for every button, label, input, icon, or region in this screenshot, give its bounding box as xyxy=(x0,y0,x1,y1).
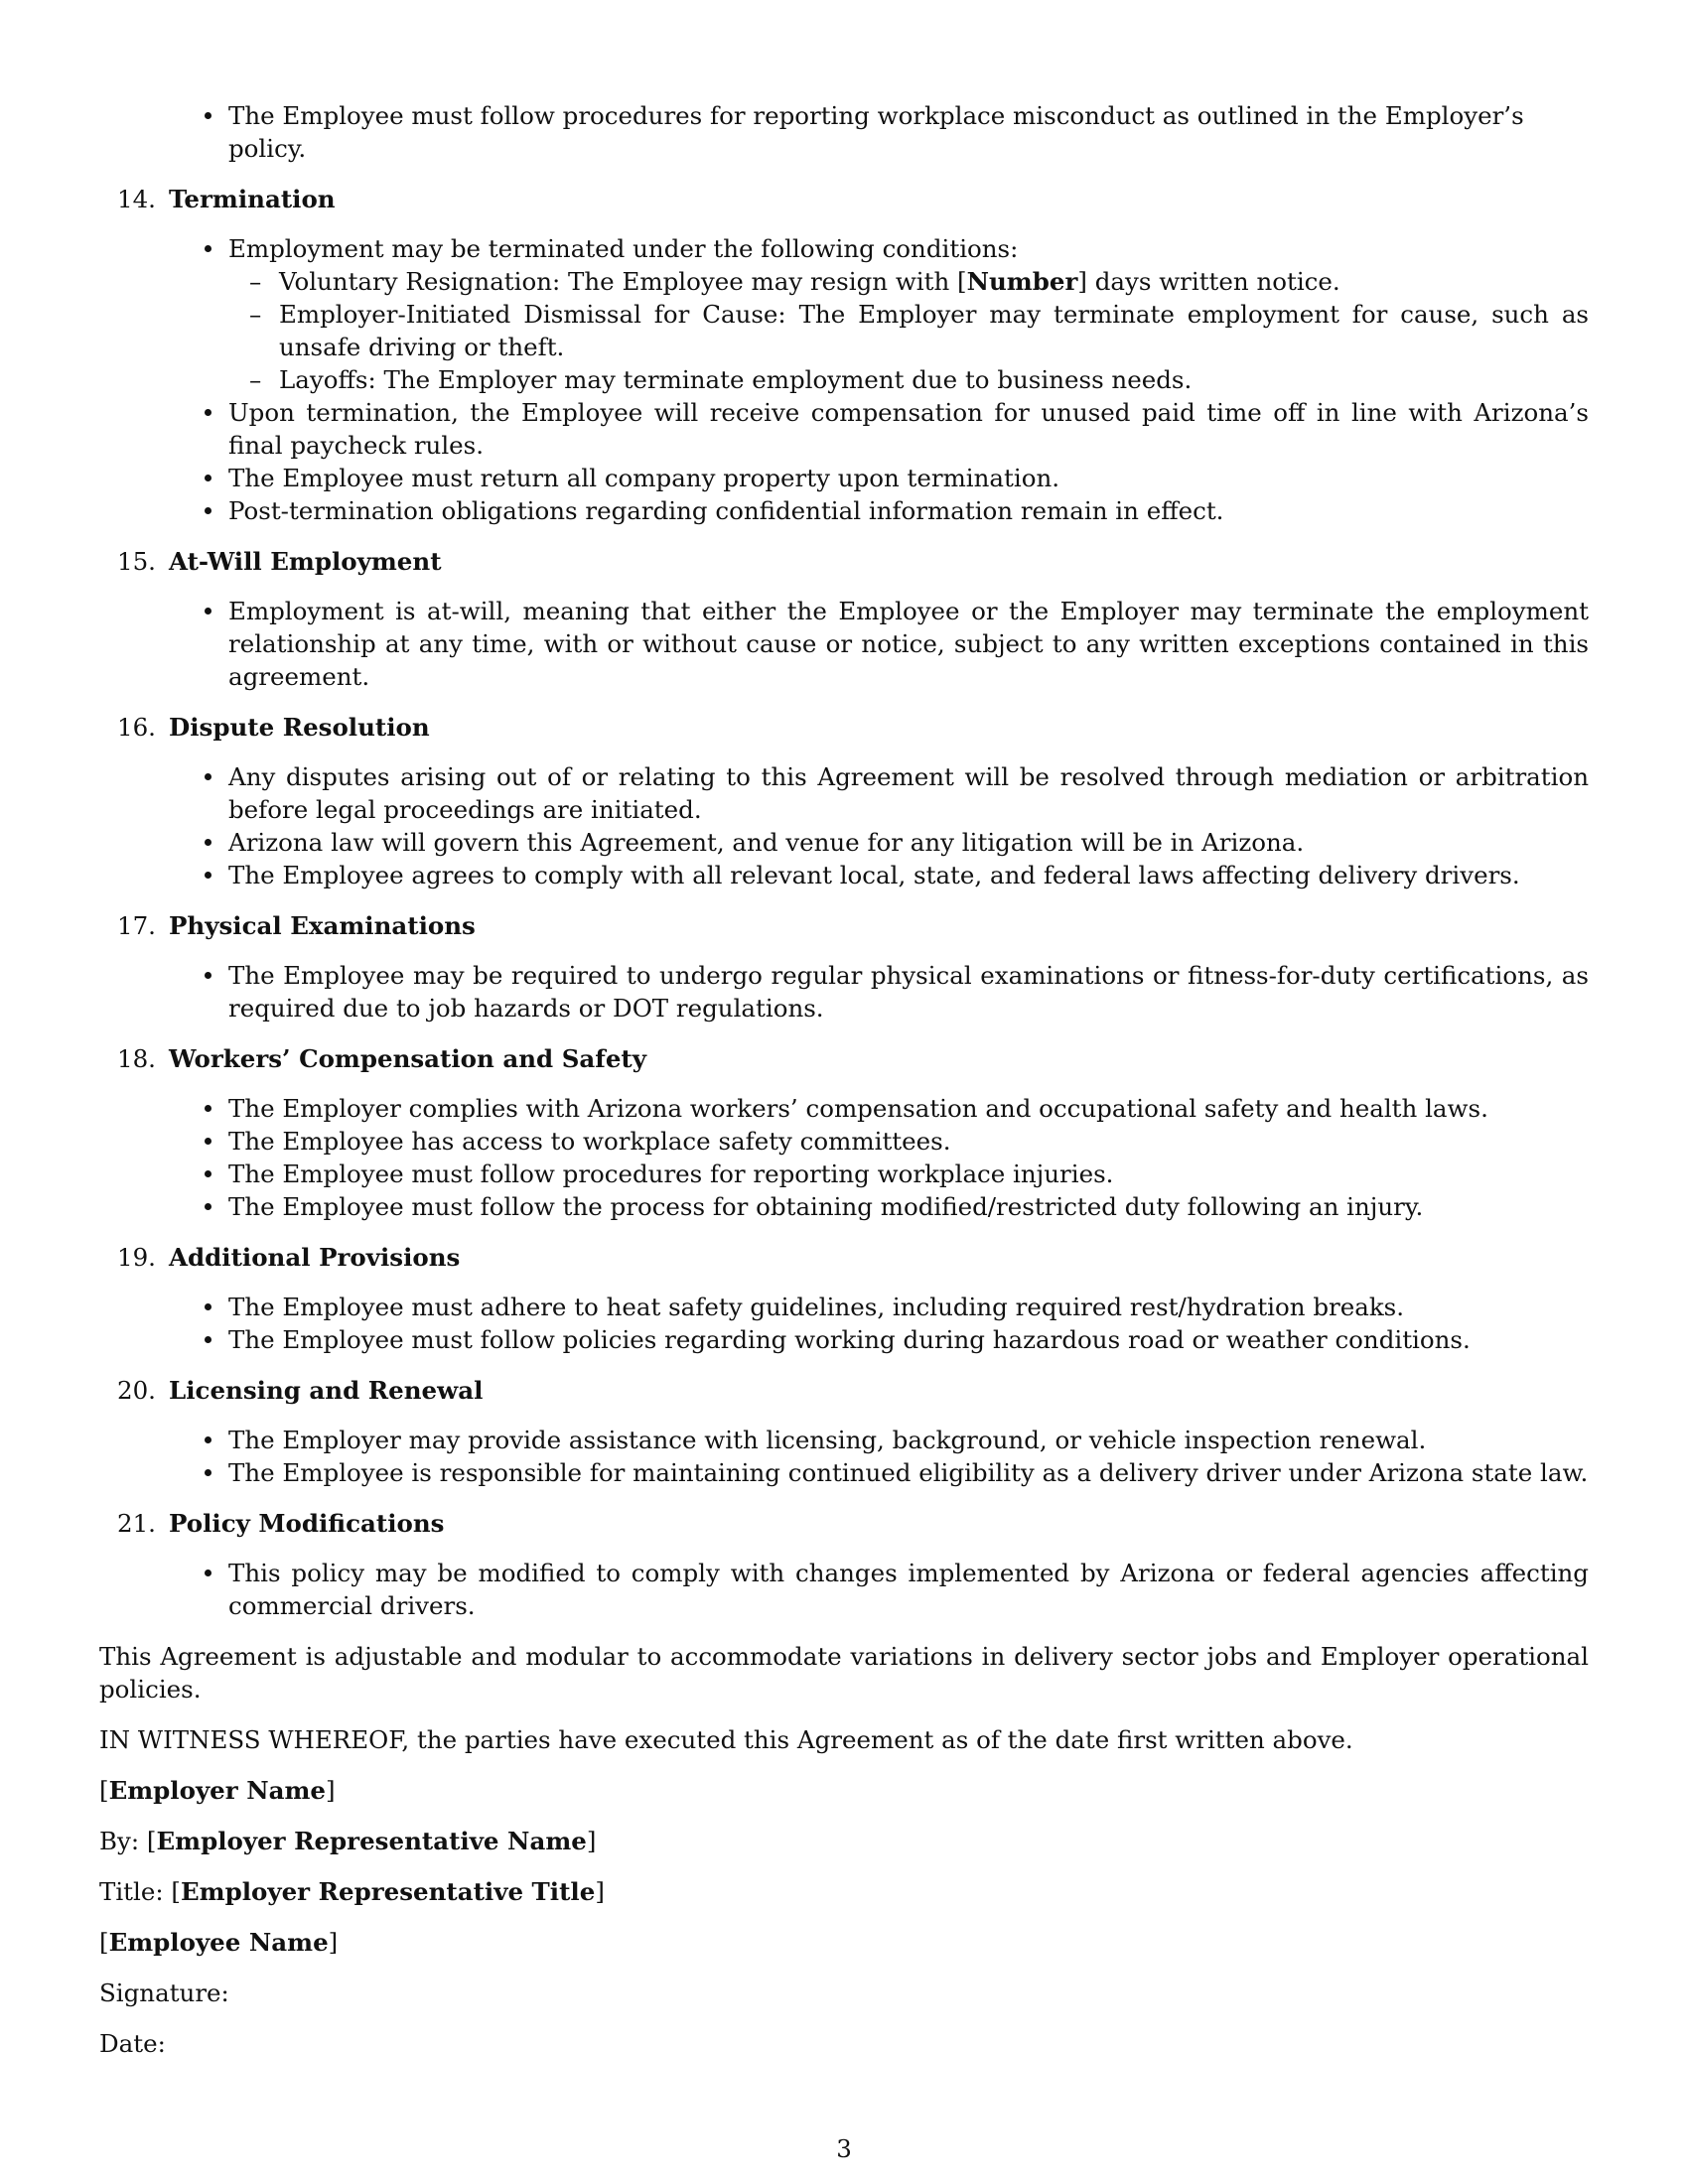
bullet-list xyxy=(99,1557,1589,1622)
list-item-text: The Employer may provide assistance with licensing, background, or vehicle inspection renewal. xyxy=(228,1426,1427,1454)
section xyxy=(99,711,1589,891)
section-title: At-Will Employment xyxy=(169,547,442,576)
section-title: Licensing and Renewal xyxy=(169,1376,484,1405)
list-item-text: The Employee must follow policies regarding working during hazardous road or weather conditions. xyxy=(228,1325,1471,1354)
list-item xyxy=(228,232,1589,396)
signature-block xyxy=(99,1774,1589,2060)
section-heading xyxy=(99,1374,1589,1407)
list-item-text: The Employee has access to workplace safety committees. xyxy=(228,1127,951,1156)
signature-label: Signature: xyxy=(99,1979,229,2007)
by-line: By: [Employer Representative Name] xyxy=(99,1827,597,1855)
sub-list xyxy=(228,265,1589,396)
top-bullet-list xyxy=(99,99,1589,165)
sub-list-item xyxy=(279,265,1589,298)
closing-paragraph: This Agreement is adjustable and modular to accommodate variations in delivery sector jobs and Employer operational policies. xyxy=(99,1642,1589,1704)
list-item-text: Upon termination, the Employee will receive compensation for unused paid time off in line with Arizona’s final paycheck rules. xyxy=(228,398,1589,460)
list-item-text: Any disputes arising out of or relating to this Agreement will be resolved through mediation or arbitration before legal proceedings are initiated. xyxy=(228,762,1589,824)
list-item-text: The Employee must follow the process for obtaining modified/restricted duty following an injury. xyxy=(228,1192,1424,1221)
page-number: 3 xyxy=(836,2134,852,2163)
section-number: 15. xyxy=(117,547,156,576)
sub-item-text: Voluntary Resignation: The Employee may resign with [ xyxy=(279,267,967,296)
section xyxy=(99,545,1589,693)
section-heading xyxy=(99,711,1589,744)
employee-name-line: [Employee Name] xyxy=(99,1928,339,1957)
document-page xyxy=(99,99,1589,2060)
section xyxy=(99,1374,1589,1489)
section xyxy=(99,909,1589,1024)
bullet-list xyxy=(99,595,1589,693)
list-item xyxy=(228,1557,1589,1622)
bullet-list xyxy=(99,232,1589,527)
list-item-text: The Employee may be required to undergo regular physical examinations or fitness-for-duty certifications, as required due to job hazards or DOT regulations. xyxy=(228,961,1589,1023)
section-title: Termination xyxy=(169,185,336,213)
list-item-text: The Employee must follow procedures for reporting workplace injuries. xyxy=(228,1160,1114,1188)
sub-item-text: ] days written notice. xyxy=(1077,267,1340,296)
representative-title: Employer Representative Title xyxy=(180,1877,596,1906)
list-item-text: The Employee is responsible for maintaining continued eligibility as a delivery driver under Arizona state law. xyxy=(228,1458,1589,1487)
list-item xyxy=(228,859,1589,891)
list-item xyxy=(228,959,1589,1024)
employee-name: Employee Name xyxy=(108,1928,329,1957)
section-number: 16. xyxy=(117,713,156,742)
list-item: The Employee must follow procedures for reporting workplace misconduct as outlined in the Employer’s policy. xyxy=(228,99,1589,165)
list-item-text: Arizona law will govern this Agreement, and venue for any litigation will be in Arizona. xyxy=(228,828,1305,857)
title-label: Title: xyxy=(99,1877,164,1906)
list-item xyxy=(228,1125,1589,1158)
list-item xyxy=(228,826,1589,859)
sub-item-text: Layoffs: The Employer may terminate employment due to business needs. xyxy=(279,365,1193,394)
list-item-text: The Employee must adhere to heat safety guidelines, including required rest/hydration breaks. xyxy=(228,1293,1405,1321)
section-title: Additional Provisions xyxy=(169,1243,461,1272)
employer-name: Employer Name xyxy=(108,1776,326,1805)
list-item-text: Employment may be terminated under the following conditions: xyxy=(228,234,1019,263)
section-heading xyxy=(99,545,1589,578)
sub-item-text: Employer-Initiated Dismissal for Cause: The Employer may terminate employment for cause, such as unsafe driving or theft. xyxy=(279,300,1589,361)
list-item xyxy=(228,1291,1589,1323)
by-label: By: xyxy=(99,1827,140,1855)
list-item xyxy=(228,1456,1589,1489)
bullet-list xyxy=(99,760,1589,891)
list-item-text: Employment is at-will, meaning that either the Employee or the Employer may terminate the employment relationship at any time, with or without cause or notice, subject to any written exceptions contained in this agreement. xyxy=(228,597,1589,691)
list-item xyxy=(228,1158,1589,1190)
section-title: Physical Examinations xyxy=(169,911,476,940)
section-title: Dispute Resolution xyxy=(169,713,430,742)
section xyxy=(99,1507,1589,1622)
list-item xyxy=(228,494,1589,527)
section-number: 18. xyxy=(117,1044,156,1073)
section-number: 17. xyxy=(117,911,156,940)
sub-list-item xyxy=(279,298,1589,363)
list-item xyxy=(228,1323,1589,1356)
list-item xyxy=(228,1190,1589,1223)
bullet-list xyxy=(99,1424,1589,1489)
section-heading xyxy=(99,1507,1589,1540)
list-item-text: The Employee must return all company property upon termination. xyxy=(228,464,1060,492)
title-line: Title: [Employer Representative Title] xyxy=(99,1877,605,1906)
list-item xyxy=(228,760,1589,826)
date-label: Date: xyxy=(99,2029,166,2058)
section-number: 19. xyxy=(117,1243,156,1272)
witness-statement: IN WITNESS WHEREOF, the parties have executed this Agreement as of the date first written above. xyxy=(99,1725,1353,1754)
list-item-text: The Employer complies with Arizona workers’ compensation and occupational safety and health laws. xyxy=(228,1094,1488,1123)
list-item xyxy=(228,462,1589,494)
section-title: Policy Modifications xyxy=(169,1509,445,1538)
section xyxy=(99,1241,1589,1356)
list-item xyxy=(228,595,1589,693)
employer-name-line: [Employer Name] xyxy=(99,1776,336,1805)
sections xyxy=(99,183,1589,1622)
sub-list-item xyxy=(279,363,1589,396)
list-item xyxy=(228,1092,1589,1125)
section-heading xyxy=(99,909,1589,942)
bullet-list xyxy=(99,1092,1589,1223)
section-heading xyxy=(99,183,1589,215)
section xyxy=(99,183,1589,527)
placeholder-field: Number xyxy=(966,267,1078,296)
list-item xyxy=(228,396,1589,462)
bullet-list xyxy=(99,1291,1589,1356)
section-number: 14. xyxy=(117,185,156,213)
list-item xyxy=(228,1424,1589,1456)
list-item-text: Post-termination obligations regarding confidential information remain in effect. xyxy=(228,496,1224,525)
section-heading xyxy=(99,1241,1589,1274)
bullet-list xyxy=(99,959,1589,1024)
list-item-text: The Employee agrees to comply with all relevant local, state, and federal laws affecting delivery drivers. xyxy=(228,861,1520,889)
section-title: Workers’ Compensation and Safety xyxy=(169,1044,646,1073)
list-item-text: This policy may be modified to comply with changes implemented by Arizona or federal agencies affecting commercial drivers. xyxy=(228,1559,1589,1620)
section-heading xyxy=(99,1042,1589,1075)
section-number: 21. xyxy=(117,1509,156,1538)
representative-name: Employer Representative Name xyxy=(156,1827,587,1855)
section-number: 20. xyxy=(117,1376,156,1405)
section xyxy=(99,1042,1589,1223)
